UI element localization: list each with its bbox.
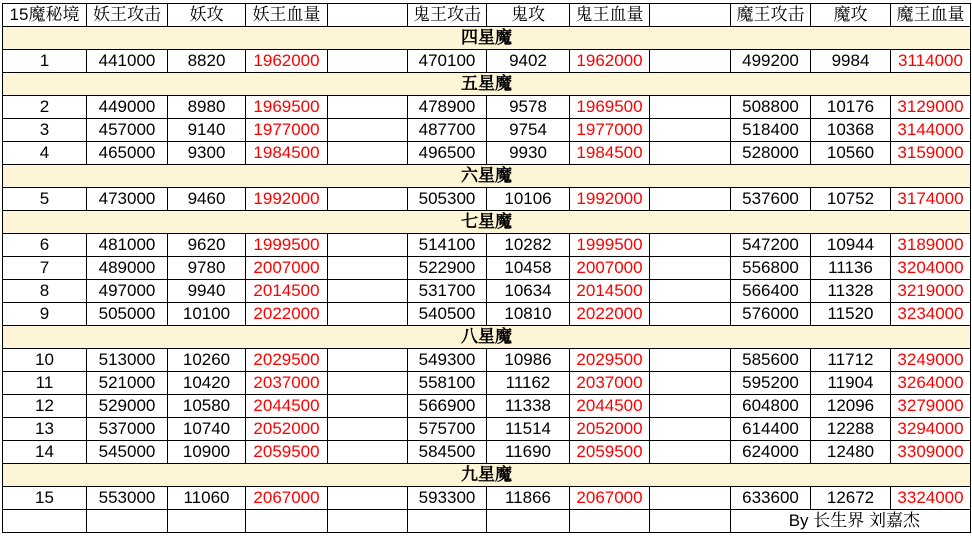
cell bbox=[650, 142, 731, 165]
column-header: 鬼王血量 bbox=[570, 4, 650, 27]
table-row bbox=[3, 96, 971, 119]
cell: 3264000 bbox=[891, 372, 971, 395]
cell bbox=[246, 510, 328, 533]
cell: 3159000 bbox=[891, 142, 971, 165]
cell: 3 bbox=[3, 119, 87, 142]
table-row bbox=[3, 257, 971, 280]
cell bbox=[408, 510, 487, 533]
cell: 10176 bbox=[811, 96, 891, 119]
cell bbox=[650, 188, 731, 211]
cell: 473000 bbox=[87, 188, 168, 211]
cell: 4 bbox=[3, 142, 87, 165]
cell: 2059500 bbox=[246, 441, 328, 464]
cell: 2029500 bbox=[570, 349, 650, 372]
table-row bbox=[3, 50, 971, 73]
cell: 11514 bbox=[487, 418, 570, 441]
author-credit: By 长生界 刘嘉杰 bbox=[731, 510, 971, 533]
cell: 11520 bbox=[811, 303, 891, 326]
cell: 14 bbox=[3, 441, 87, 464]
cell: 3234000 bbox=[891, 303, 971, 326]
cell: 2052000 bbox=[570, 418, 650, 441]
cell: 584500 bbox=[408, 441, 487, 464]
cell: 522900 bbox=[408, 257, 487, 280]
cell bbox=[650, 418, 731, 441]
cell: 8 bbox=[3, 280, 87, 303]
cell: 11136 bbox=[811, 257, 891, 280]
cell bbox=[328, 349, 408, 372]
column-header: 妖王攻击 bbox=[87, 4, 168, 27]
cell: 505000 bbox=[87, 303, 168, 326]
cell: 537000 bbox=[87, 418, 168, 441]
cell: 2052000 bbox=[246, 418, 328, 441]
cell: 566900 bbox=[408, 395, 487, 418]
cell: 8820 bbox=[168, 50, 246, 73]
cell bbox=[650, 441, 731, 464]
cell: 2007000 bbox=[570, 257, 650, 280]
cell bbox=[328, 257, 408, 280]
cell: 3309000 bbox=[891, 441, 971, 464]
cell: 2014500 bbox=[246, 280, 328, 303]
cell: 576000 bbox=[731, 303, 811, 326]
cell bbox=[328, 418, 408, 441]
cell: 478900 bbox=[408, 96, 487, 119]
cell: 3279000 bbox=[891, 395, 971, 418]
cell: 1969500 bbox=[570, 96, 650, 119]
cell: 585600 bbox=[731, 349, 811, 372]
cell: 457000 bbox=[87, 119, 168, 142]
cell: 558100 bbox=[408, 372, 487, 395]
cell: 3189000 bbox=[891, 234, 971, 257]
cell: 10282 bbox=[487, 234, 570, 257]
cell: 10740 bbox=[168, 418, 246, 441]
cell: 537600 bbox=[731, 188, 811, 211]
cell: 12288 bbox=[811, 418, 891, 441]
cell: 9930 bbox=[487, 142, 570, 165]
cell: 11 bbox=[3, 372, 87, 395]
cell: 487700 bbox=[408, 119, 487, 142]
cell: 624000 bbox=[731, 441, 811, 464]
cell: 3219000 bbox=[891, 280, 971, 303]
cell: 521000 bbox=[87, 372, 168, 395]
section-header-row bbox=[3, 464, 971, 487]
cell bbox=[650, 395, 731, 418]
table-row bbox=[3, 372, 971, 395]
cell: 518400 bbox=[731, 119, 811, 142]
cell: 1984500 bbox=[246, 142, 328, 165]
cell: 9402 bbox=[487, 50, 570, 73]
column-header: 鬼攻 bbox=[487, 4, 570, 27]
section-title: 七星魔 bbox=[3, 211, 971, 234]
cell: 10106 bbox=[487, 188, 570, 211]
cell: 12096 bbox=[811, 395, 891, 418]
cell: 11338 bbox=[487, 395, 570, 418]
table-row bbox=[3, 418, 971, 441]
cell: 10368 bbox=[811, 119, 891, 142]
cell: 449000 bbox=[87, 96, 168, 119]
cell: 1962000 bbox=[570, 50, 650, 73]
cell bbox=[328, 142, 408, 165]
cell: 575700 bbox=[408, 418, 487, 441]
cell: 9578 bbox=[487, 96, 570, 119]
cell: 9300 bbox=[168, 142, 246, 165]
header-row bbox=[3, 4, 971, 27]
table-row bbox=[3, 441, 971, 464]
cell: 12672 bbox=[811, 487, 891, 510]
cell: 3114000 bbox=[891, 50, 971, 73]
column-header: 鬼王攻击 bbox=[408, 4, 487, 27]
cell: 10560 bbox=[811, 142, 891, 165]
cell bbox=[328, 50, 408, 73]
cell: 1999500 bbox=[570, 234, 650, 257]
cell bbox=[650, 487, 731, 510]
cell bbox=[650, 280, 731, 303]
cell: 9140 bbox=[168, 119, 246, 142]
cell: 1969500 bbox=[246, 96, 328, 119]
cell: 3204000 bbox=[891, 257, 971, 280]
cell bbox=[570, 510, 650, 533]
cell: 9940 bbox=[168, 280, 246, 303]
section-title: 六星魔 bbox=[3, 165, 971, 188]
cell: 6 bbox=[3, 234, 87, 257]
cell: 10900 bbox=[168, 441, 246, 464]
section-title: 四星魔 bbox=[3, 27, 971, 50]
table-row bbox=[3, 142, 971, 165]
cell: 11162 bbox=[487, 372, 570, 395]
column-header: 魔王攻击 bbox=[731, 4, 811, 27]
cell bbox=[168, 510, 246, 533]
cell: 9984 bbox=[811, 50, 891, 73]
cell bbox=[328, 510, 408, 533]
column-header bbox=[328, 4, 408, 27]
cell bbox=[650, 303, 731, 326]
cell: 11904 bbox=[811, 372, 891, 395]
cell bbox=[650, 372, 731, 395]
table-row bbox=[3, 234, 971, 257]
cell: 465000 bbox=[87, 142, 168, 165]
cell bbox=[87, 510, 168, 533]
cell: 2022000 bbox=[570, 303, 650, 326]
cell: 595200 bbox=[731, 372, 811, 395]
cell: 3294000 bbox=[891, 418, 971, 441]
cell: 614400 bbox=[731, 418, 811, 441]
cell: 496500 bbox=[408, 142, 487, 165]
cell: 11328 bbox=[811, 280, 891, 303]
cell: 9620 bbox=[168, 234, 246, 257]
section-header-row bbox=[3, 27, 971, 50]
cell: 547200 bbox=[731, 234, 811, 257]
cell bbox=[328, 441, 408, 464]
cell: 9780 bbox=[168, 257, 246, 280]
cell: 441000 bbox=[87, 50, 168, 73]
cell: 2044500 bbox=[246, 395, 328, 418]
cell bbox=[328, 119, 408, 142]
section-header-row bbox=[3, 165, 971, 188]
cell: 9460 bbox=[168, 188, 246, 211]
cell: 1962000 bbox=[246, 50, 328, 73]
cell: 5 bbox=[3, 188, 87, 211]
cell: 2067000 bbox=[246, 487, 328, 510]
cell: 9754 bbox=[487, 119, 570, 142]
cell: 10458 bbox=[487, 257, 570, 280]
cell bbox=[328, 303, 408, 326]
cell: 489000 bbox=[87, 257, 168, 280]
cell: 529000 bbox=[87, 395, 168, 418]
cell: 540500 bbox=[408, 303, 487, 326]
cell: 13 bbox=[3, 418, 87, 441]
table-row bbox=[3, 188, 971, 211]
cell bbox=[328, 395, 408, 418]
section-header-row bbox=[3, 73, 971, 96]
cell: 566400 bbox=[731, 280, 811, 303]
cell: 508800 bbox=[731, 96, 811, 119]
cell: 531700 bbox=[408, 280, 487, 303]
cell: 604800 bbox=[731, 395, 811, 418]
cell bbox=[3, 510, 87, 533]
cell: 9 bbox=[3, 303, 87, 326]
cell: 10634 bbox=[487, 280, 570, 303]
column-header: 妖王血量 bbox=[246, 4, 328, 27]
cell bbox=[650, 234, 731, 257]
footer-row bbox=[3, 510, 971, 533]
cell: 3174000 bbox=[891, 188, 971, 211]
cell bbox=[650, 50, 731, 73]
cell: 1984500 bbox=[570, 142, 650, 165]
cell bbox=[487, 510, 570, 533]
section-title: 五星魔 bbox=[3, 73, 971, 96]
cell: 10580 bbox=[168, 395, 246, 418]
cell: 1992000 bbox=[246, 188, 328, 211]
cell: 2059500 bbox=[570, 441, 650, 464]
table-row bbox=[3, 280, 971, 303]
column-header bbox=[650, 4, 731, 27]
cell: 2 bbox=[3, 96, 87, 119]
cell: 10260 bbox=[168, 349, 246, 372]
cell: 556800 bbox=[731, 257, 811, 280]
cell: 11712 bbox=[811, 349, 891, 372]
table-row bbox=[3, 487, 971, 510]
cell: 514100 bbox=[408, 234, 487, 257]
cell: 1 bbox=[3, 50, 87, 73]
cell bbox=[328, 188, 408, 211]
cell: 3129000 bbox=[891, 96, 971, 119]
cell: 7 bbox=[3, 257, 87, 280]
cell: 549300 bbox=[408, 349, 487, 372]
table-row bbox=[3, 303, 971, 326]
section-header-row bbox=[3, 211, 971, 234]
cell bbox=[650, 349, 731, 372]
column-header: 魔王血量 bbox=[891, 4, 971, 27]
column-header: 魔攻 bbox=[811, 4, 891, 27]
cell: 3249000 bbox=[891, 349, 971, 372]
cell bbox=[328, 487, 408, 510]
cell: 10420 bbox=[168, 372, 246, 395]
cell: 1977000 bbox=[570, 119, 650, 142]
cell: 2037000 bbox=[246, 372, 328, 395]
cell: 2007000 bbox=[246, 257, 328, 280]
cell: 8980 bbox=[168, 96, 246, 119]
cell: 553000 bbox=[87, 487, 168, 510]
section-title: 九星魔 bbox=[3, 464, 971, 487]
column-header: 15魔秘境 bbox=[3, 4, 87, 27]
cell: 499200 bbox=[731, 50, 811, 73]
cell bbox=[650, 510, 731, 533]
cell: 2022000 bbox=[246, 303, 328, 326]
cell: 2037000 bbox=[570, 372, 650, 395]
cell: 10944 bbox=[811, 234, 891, 257]
cell: 3144000 bbox=[891, 119, 971, 142]
cell bbox=[328, 234, 408, 257]
cell: 470100 bbox=[408, 50, 487, 73]
cell: 10752 bbox=[811, 188, 891, 211]
cell: 1999500 bbox=[246, 234, 328, 257]
table-row bbox=[3, 119, 971, 142]
cell: 15 bbox=[3, 487, 87, 510]
cell: 633600 bbox=[731, 487, 811, 510]
table-row bbox=[3, 395, 971, 418]
cell: 11060 bbox=[168, 487, 246, 510]
cell: 3324000 bbox=[891, 487, 971, 510]
boss-stats-table bbox=[2, 3, 971, 533]
cell bbox=[650, 119, 731, 142]
cell: 593300 bbox=[408, 487, 487, 510]
cell: 1977000 bbox=[246, 119, 328, 142]
cell: 2067000 bbox=[570, 487, 650, 510]
cell: 10986 bbox=[487, 349, 570, 372]
cell: 1992000 bbox=[570, 188, 650, 211]
column-header: 妖攻 bbox=[168, 4, 246, 27]
cell: 10 bbox=[3, 349, 87, 372]
cell: 10810 bbox=[487, 303, 570, 326]
cell: 12 bbox=[3, 395, 87, 418]
cell: 11690 bbox=[487, 441, 570, 464]
table-row bbox=[3, 349, 971, 372]
cell bbox=[328, 372, 408, 395]
cell: 505300 bbox=[408, 188, 487, 211]
cell: 11866 bbox=[487, 487, 570, 510]
cell: 481000 bbox=[87, 234, 168, 257]
cell: 2029500 bbox=[246, 349, 328, 372]
cell bbox=[650, 257, 731, 280]
cell: 2044500 bbox=[570, 395, 650, 418]
cell: 528000 bbox=[731, 142, 811, 165]
cell: 12480 bbox=[811, 441, 891, 464]
cell: 10100 bbox=[168, 303, 246, 326]
cell: 2014500 bbox=[570, 280, 650, 303]
cell bbox=[328, 280, 408, 303]
section-title: 八星魔 bbox=[3, 326, 971, 349]
cell bbox=[328, 96, 408, 119]
cell: 545000 bbox=[87, 441, 168, 464]
section-header-row bbox=[3, 326, 971, 349]
cell: 497000 bbox=[87, 280, 168, 303]
cell bbox=[650, 96, 731, 119]
cell: 513000 bbox=[87, 349, 168, 372]
